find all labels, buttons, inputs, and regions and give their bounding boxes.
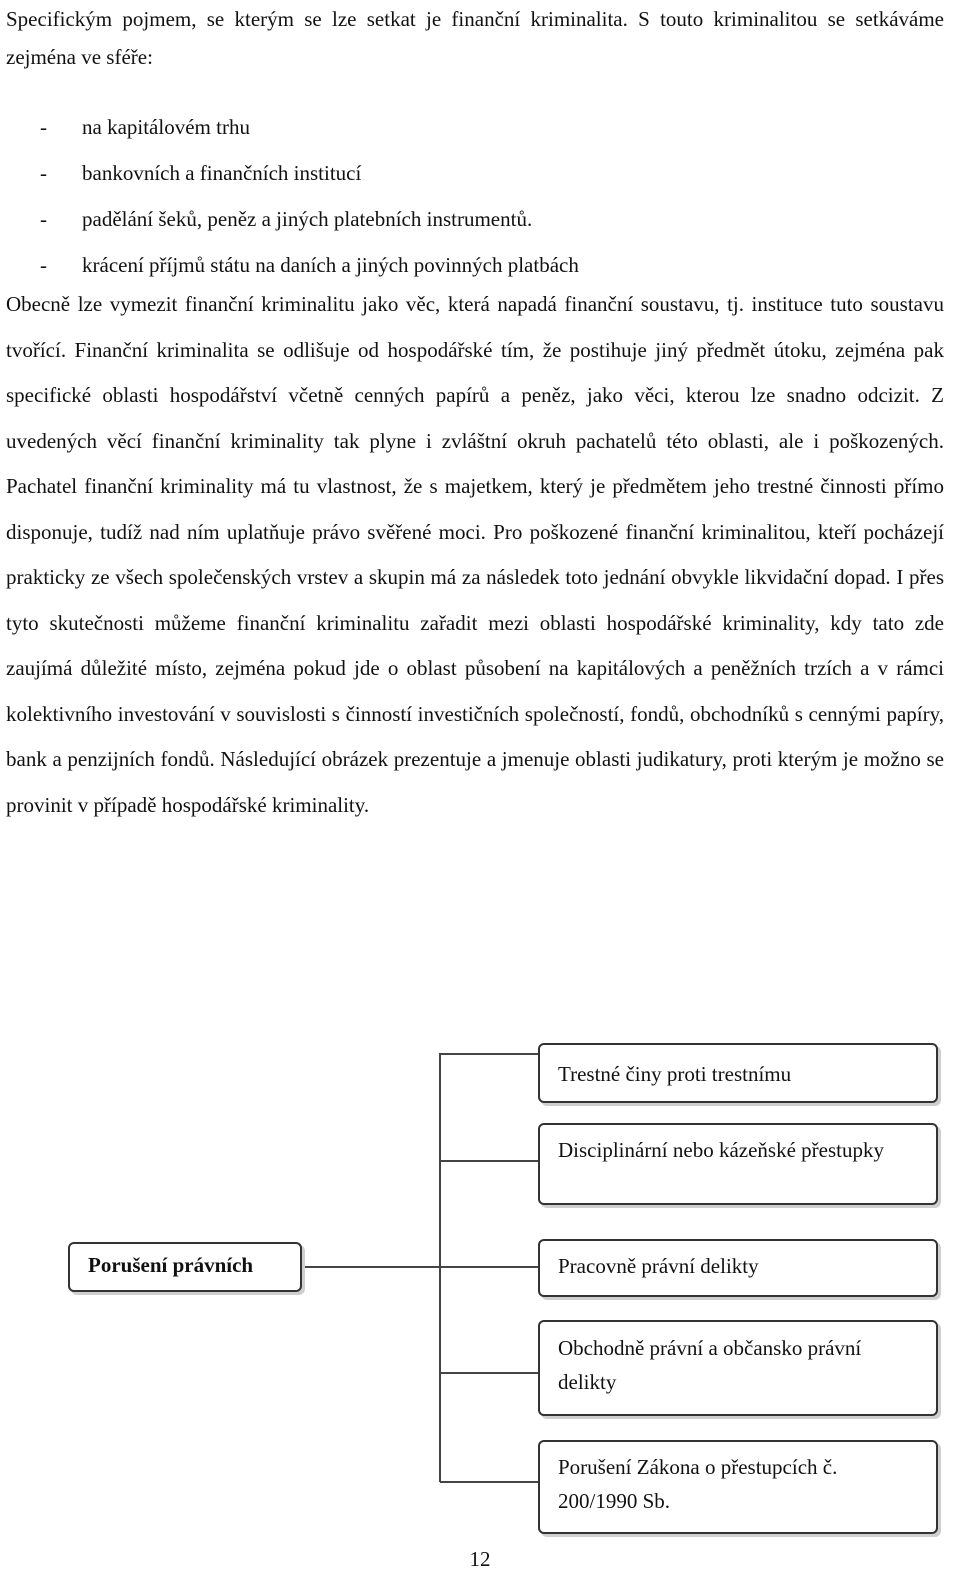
- diagram-branch-box: [538, 1440, 938, 1534]
- body-paragraph: Obecně lze vymezit finanční kriminalitu jako věc, která napadá finanční soustavu, tj. instituce tuto soustavu tvořící. Finanční kriminalita se odlišuje od hospodářské tím, že postihuje jiný předmět útoku, zejména pak specifické oblasti hospodářství včetně cenných papírů a peněz, jako věci, kterou lze snadno odcizit. Z uvedených věcí finanční kriminality tak plyne i zvláštní okruh pachatelů této oblasti, ale i poškozených. Pachatel finanční kriminality má tu vlastnost, že s majetkem, který je předmětem jeho trestné činnosti přímo disponuje, tudíž nad ním uplatňuje právo svěřené moci. Pro poškozené finanční kriminalitou, kteří pocházejí prakticky ze všech společenských vrstev a skupin má za následek toto jednání obvykle likvidační dopad. I přes tyto skutečnosti můžeme finanční kriminalitu zařadit mezi oblasti hospodářské kriminality, kdy tato zde zaujímá důležité místo, zejména pokud jde o oblast působení na kapitálových a peněžních trzích a v rámci kolektivního investování v souvislosti s činností investičních společností, fondů, obchodníků s cennými papíry, bank a penzijních fondů. Následující obrázek prezentuje a jmenuje oblasti judikatury, proti kterým je možno se provinit v případě hospodářské kriminality.: [6, 292, 944, 817]
- bullet-text: na kapitálovém trhu: [82, 115, 250, 139]
- bullet-text: krácení příjmů státu na daních a jiných povinných platbách: [82, 253, 579, 277]
- bullet-text: bankovních a finančních institucí: [82, 161, 362, 185]
- diagram-branch-label: Trestné činy proti trestnímu: [558, 1062, 792, 1086]
- list-item: [6, 150, 944, 196]
- connector-branch-3: [440, 1266, 538, 1268]
- diagram-root-box: [68, 1242, 302, 1292]
- page-number: 12: [469, 1547, 491, 1571]
- law-violation-diagram: [0, 1020, 960, 1540]
- connector-branch-2: [440, 1160, 538, 1162]
- bullet-text: padělání šeků, peněz a jiných platebních instrumentů.: [82, 207, 533, 231]
- connector-root-horizontal: [300, 1266, 440, 1268]
- diagram-branch-label: Obchodně právní a občansko právní delikty: [558, 1336, 862, 1394]
- bullet-dash: -: [40, 161, 47, 185]
- diagram-branch-label: Pracovně právní delikty: [558, 1254, 759, 1278]
- intro-text: Specifickým pojmem, se kterým se lze setkat je finanční kriminalita. S touto kriminalitou se setkáváme zejména ve sféře:: [6, 7, 944, 69]
- list-item: [6, 196, 944, 242]
- bullet-dash: -: [40, 115, 47, 139]
- diagram-root-label: Porušení právních: [88, 1253, 254, 1277]
- connector-branch-5: [440, 1481, 538, 1483]
- diagram-branch-box: [538, 1043, 938, 1103]
- diagram-branch-box: [538, 1123, 938, 1205]
- bullet-list: [6, 104, 944, 288]
- diagram-branch-box: [538, 1320, 938, 1416]
- connector-branch-1: [440, 1053, 538, 1055]
- bullet-dash: -: [40, 253, 47, 277]
- connector-branch-4: [440, 1372, 538, 1374]
- diagram-branch-box: [538, 1239, 938, 1297]
- list-item: [6, 104, 944, 150]
- diagram-branch-label: Disciplinární nebo kázeňské přestupky: [558, 1138, 884, 1162]
- diagram-branch-label: Porušení Zákona o přestupcích č. 200/1990 Sb.: [558, 1455, 838, 1513]
- bullet-dash: -: [40, 207, 47, 231]
